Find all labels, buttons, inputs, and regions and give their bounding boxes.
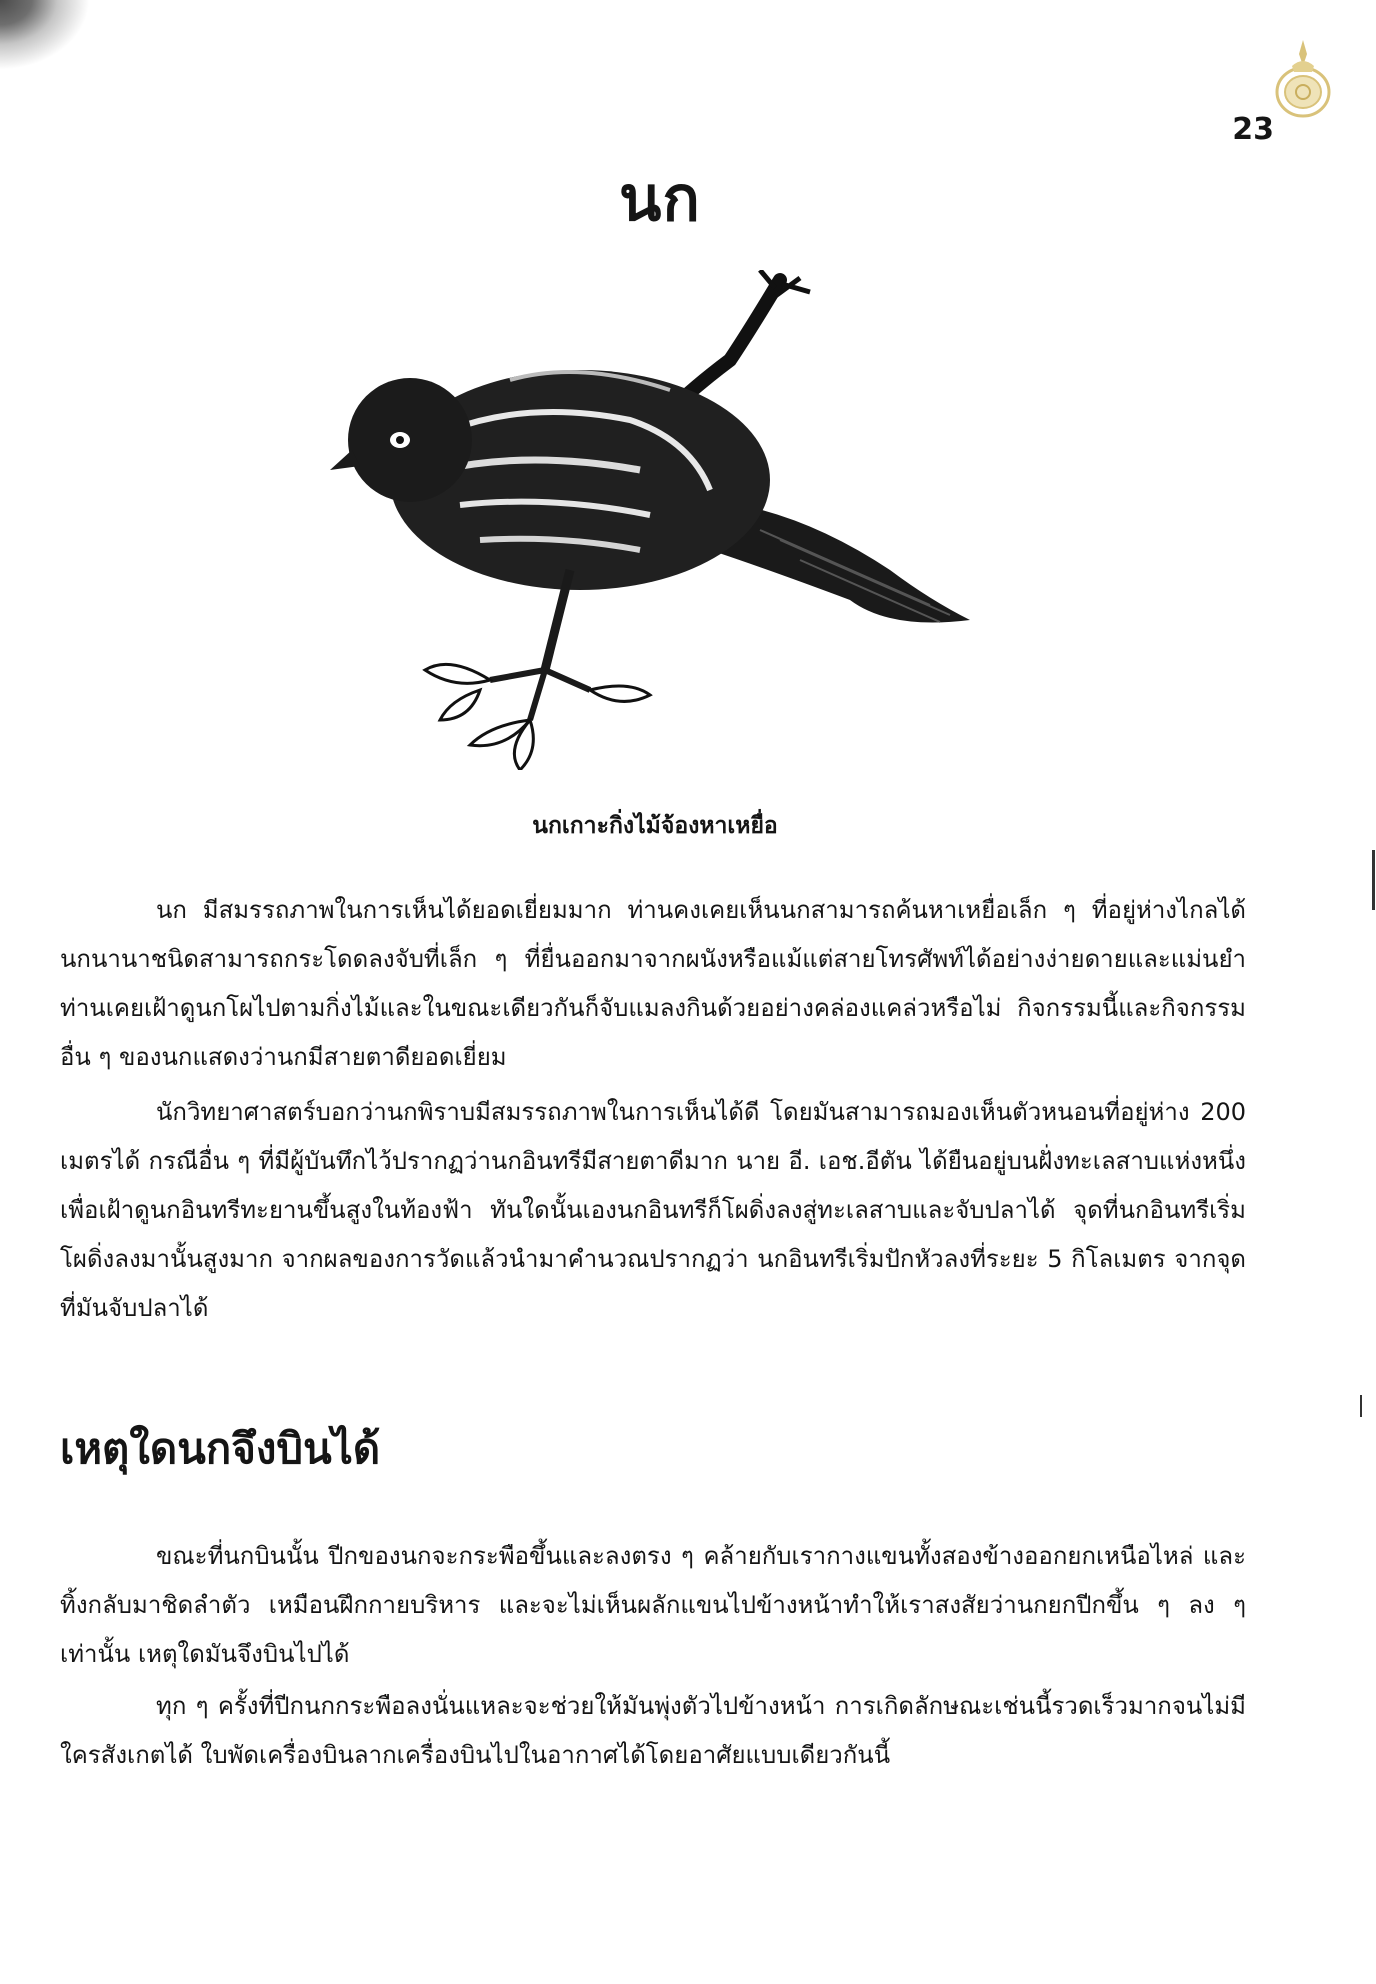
illustration-caption: นกเกาะกิ่งไม้จ้องหาเหยื่อ <box>532 813 778 839</box>
scan-edge-mark <box>1360 1395 1362 1417</box>
paragraph-4: ทุก ๆ ครั้งที่ปีกนกกระพือลงนั่นแหละจะช่วยให้มันพุ่งตัวไปข้างหน้า การเกิดลักษณะเช่นนี้รวดเร็วมากจนไม่มีใครสังเกตได้ ใบพัดเครื่องบินลากเครื่องบินไปในอากาศได้โดยอาศัยแบบเดียวกันนี้ <box>60 1692 1246 1769</box>
bird-illustration <box>330 270 990 770</box>
paragraph-2: นักวิทยาศาสตร์บอกว่านกพิราบมีสมรรถภาพในการเห็นได้ดี โดยมันสามารถมองเห็นตัวหนอนที่อยู่ห่าง 200 เมตรได้ กรณีอื่น ๆ ที่มีผู้บันทึกไว้ปรากฏว่านกอินทรีมีสายตาดีมาก นาย อี. เอช.อีตัน ได้ยืนอยู่บนฝั่งทะเลสาบแห่งหนึ่ง เพื่อเฝ้าดูนกอินทรีทะยานขึ้นสูงในท้องฟ้า ทันใดนั้นเองนกอินทรีก็โผดิ่งลงสู่ทะเลสาบและจับปลาได้ จุดที่นกอินทรีเริ่มโผดิ่งลงมานั้นสูงมาก จากผลของการวัดแล้วนำมาคำนวณปรากฏว่า นกอินทรีเริ่มปักหัวลงที่ระยะ 5 กิโลเมตร จากจุดที่มันจับปลาได้ <box>60 1098 1246 1322</box>
royal-emblem-icon <box>1272 36 1334 120</box>
scan-corner-shadow <box>0 0 90 70</box>
section-heading: เหตุใดนกจึงบินได้ <box>60 1424 381 1473</box>
paragraph-3: ขณะที่นกบินนั้น ปีกของนกจะกระพือขึ้นและลงตรง ๆ คล้ายกับเรากางแขนทั้งสองข้างออกยกเหนือไหล่ และทิ้งกลับมาชิดลำตัว เหมือนฝึกกายบริหาร และจะไม่เห็นผลักแขนไปข้างหน้าทำให้เราสงสัยว่านกยกปีกขึ้น ๆ ลง ๆ เท่านั้น เหตุใดมันจึงบินไปได้ <box>60 1542 1246 1668</box>
scan-edge-mark <box>1372 850 1375 910</box>
page-title: นก <box>619 162 701 235</box>
paragraph-1: นก มีสมรรถภาพในการเห็นได้ยอดเยี่ยมมาก ท่านคงเคยเห็นนกสามารถค้นหาเหยื่อเล็ก ๆ ที่อยู่ห่างไกลได้ นกนานาชนิดสามารถกระโดดลงจับที่เล็ก ๆ ที่ยื่นออกมาจากผนังหรือแม้แต่สายโทรศัพท์ได้อย่างง่ายดายและแม่นยำ ท่านเคยเฝ้าดูนกโผไปตามกิ่งไม้และในขณะเดียวกันก็จับแมลงกินด้วยอย่างคล่องแคล่วหรือไม่ กิจกรรมนี้และกิจกรรมอื่น ๆ ของนกแสดงว่านกมีสายตาดียอดเยี่ยม <box>60 896 1246 1071</box>
page-number: 23 <box>1232 112 1274 147</box>
